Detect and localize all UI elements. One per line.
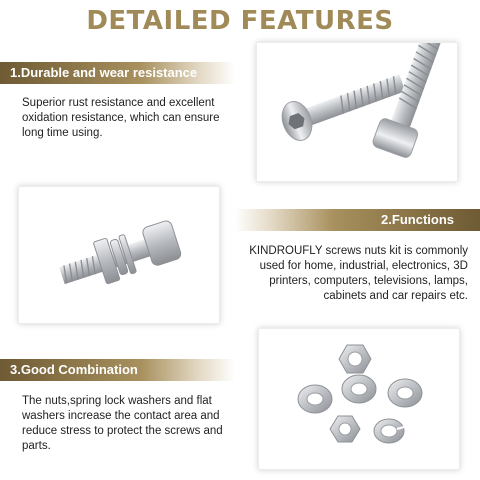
section-1-line: oxidation resistance, which can ensure — [22, 112, 220, 124]
section-2-description — [228, 244, 468, 304]
page-title: DETAILED FEATURES — [86, 6, 394, 36]
section-3-line: washers increase the contact area and — [22, 410, 220, 422]
section-1-line: Superior rust resistance and excellent — [22, 97, 215, 109]
section-3-description — [22, 394, 247, 454]
flat-washer — [342, 375, 376, 403]
screw-nut-assembly-photo — [18, 186, 220, 324]
section-3-line: parts. — [22, 440, 51, 452]
flat-washer — [388, 379, 422, 407]
section-2-line: printers, computers, televisions, lamps, — [269, 275, 468, 287]
section-2-line: used for home, industrial, electronics, 3D — [259, 260, 468, 272]
section-1-heading: 1.Durable and wear resistance — [10, 65, 198, 80]
section-2-line: KINDROUFLY screws nuts kit is commonly — [249, 245, 468, 257]
socket-screws-photo — [256, 42, 458, 182]
hex-nut — [330, 416, 360, 442]
spring-lock-washer — [374, 419, 404, 443]
screw-right — [371, 43, 451, 159]
nuts-washers-photo — [258, 328, 460, 470]
section-1-description — [22, 96, 242, 141]
bolt-assembly — [55, 218, 183, 297]
socket-screws-illustration — [257, 43, 457, 181]
section-3-heading: 3.Good Combination — [10, 362, 138, 377]
section-2-heading: 2.Functions — [381, 212, 454, 227]
section-3-line: reduce stress to protect the screws and — [22, 425, 223, 437]
nuts-washers-illustration — [259, 329, 459, 469]
section-2-banner — [235, 209, 480, 231]
section-3-banner — [0, 359, 235, 381]
section-2-line: cabinets and car repairs etc. — [323, 290, 468, 302]
screw-nut-assembly-illustration — [19, 187, 219, 323]
section-1-line: long time using. — [22, 127, 103, 139]
hex-nut — [339, 345, 371, 373]
flat-washer — [298, 385, 332, 413]
section-1-banner — [0, 62, 235, 84]
section-3-line: The nuts,spring lock washers and flat — [22, 395, 212, 407]
